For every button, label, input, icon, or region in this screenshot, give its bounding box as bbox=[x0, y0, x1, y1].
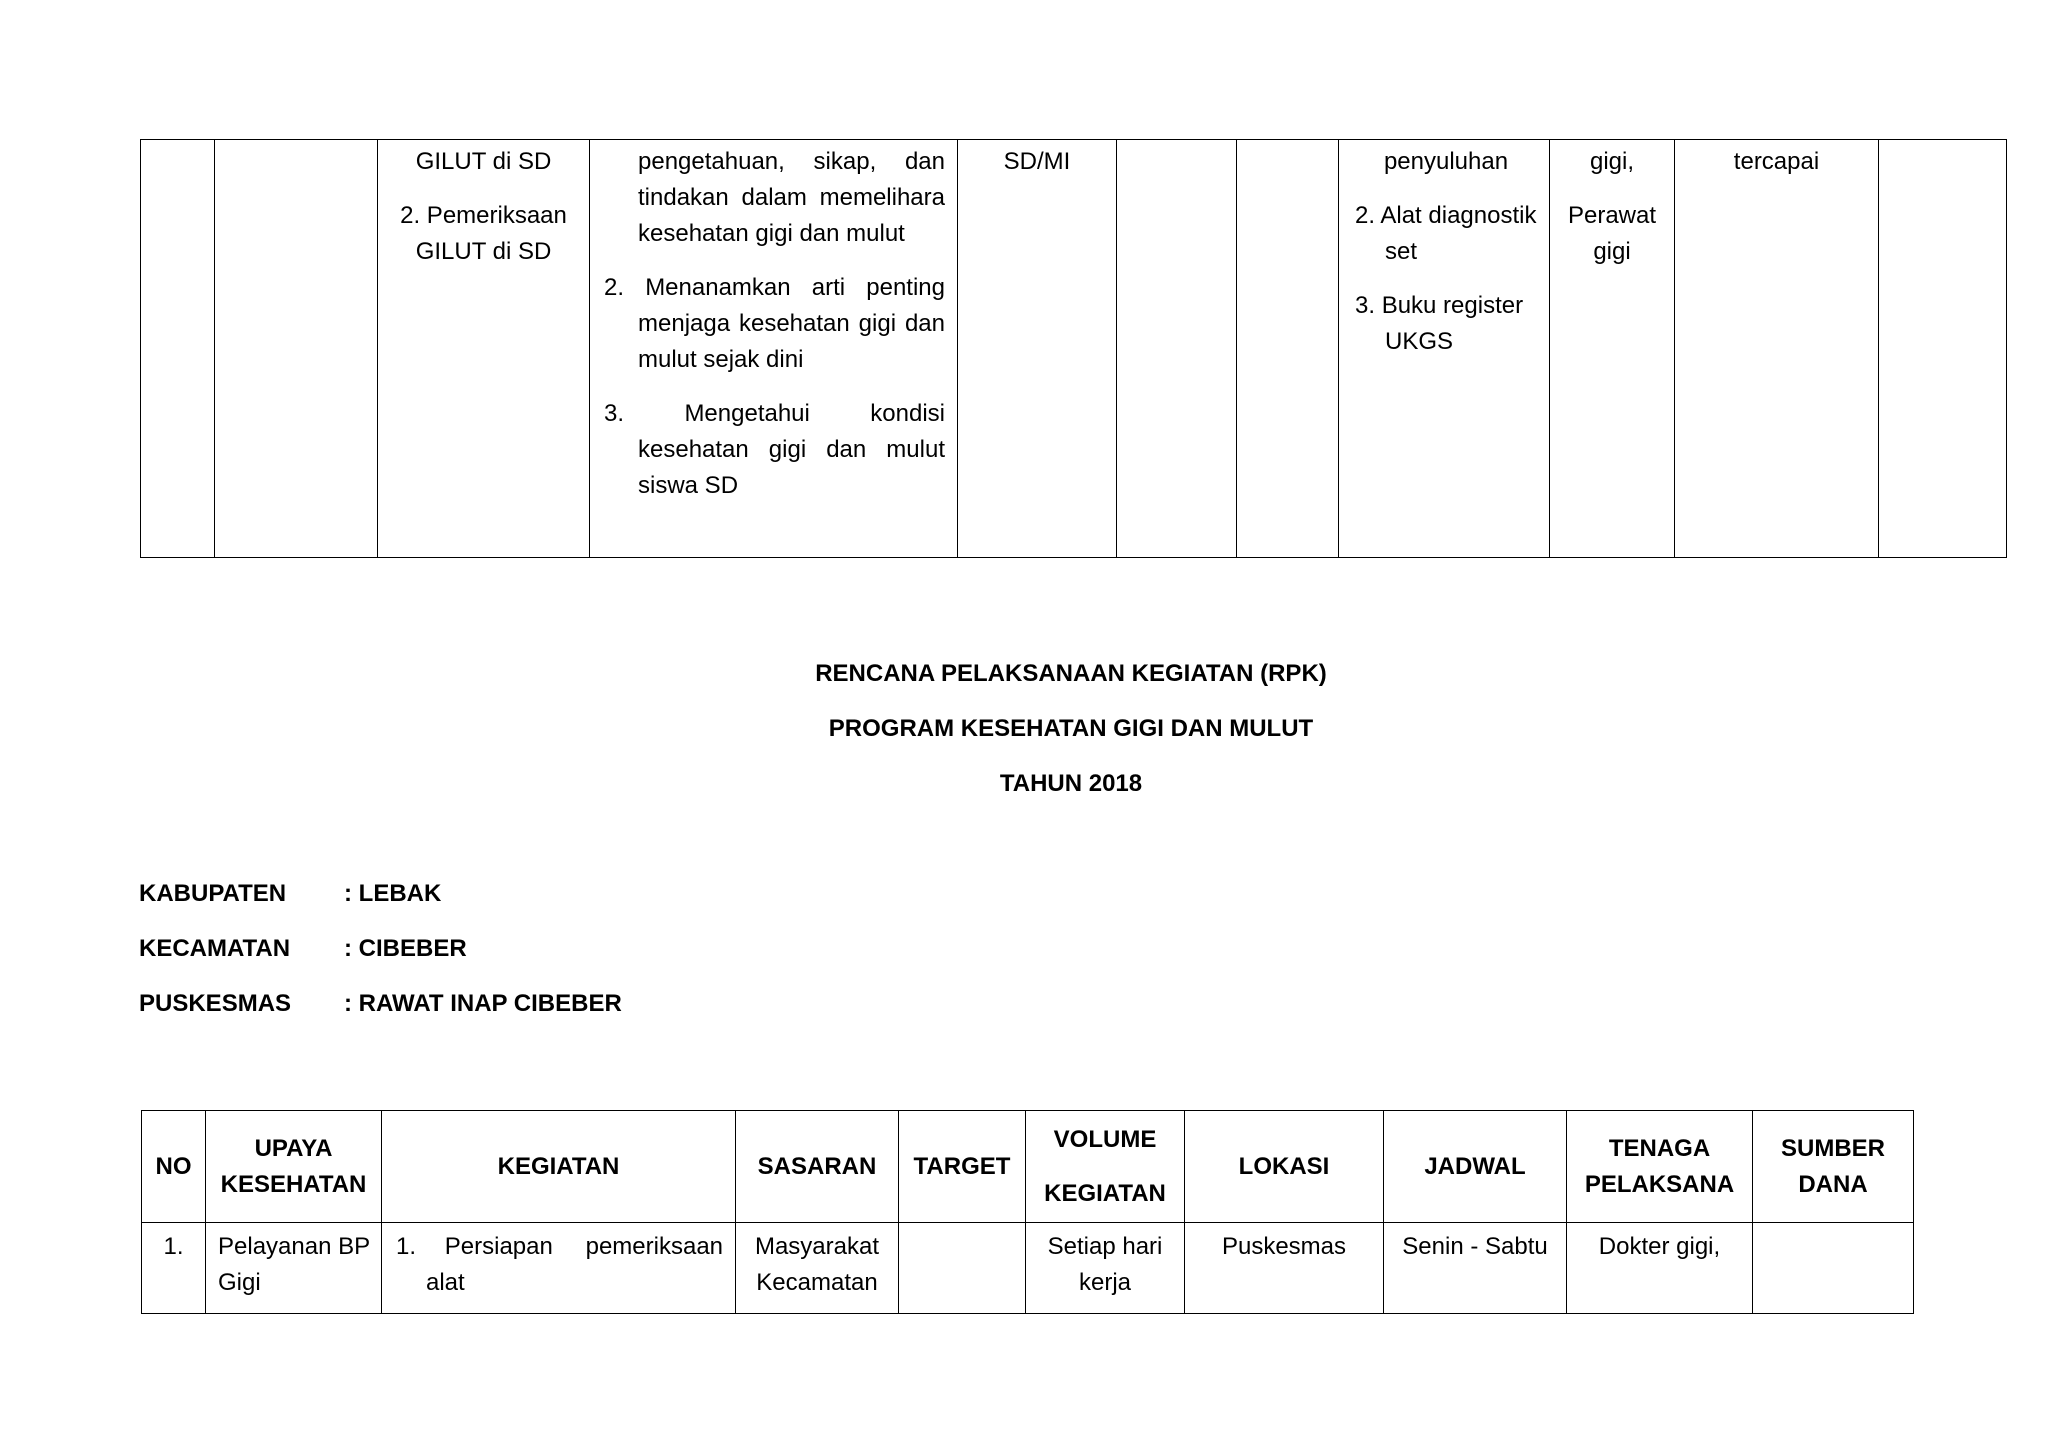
cell-keterangan bbox=[1879, 140, 2007, 558]
cell-sasaran: SD/MI bbox=[958, 140, 1117, 558]
sumber-daya-item: 2. Alat diagnostik set bbox=[1355, 202, 1537, 265]
header-upaya: UPAYA KESEHATAN bbox=[206, 1111, 382, 1223]
puskesmas-label: PUSKESMAS bbox=[139, 990, 292, 1017]
header-row bbox=[142, 1111, 1914, 1223]
kecamatan-label: KECAMATAN bbox=[139, 935, 291, 962]
kegiatan-line: GILUT di SD bbox=[415, 238, 552, 265]
row-jadwal: Senin - Sabtu bbox=[1384, 1223, 1567, 1314]
continuation-table bbox=[140, 139, 2007, 558]
cell-waktu bbox=[1237, 140, 1339, 558]
row-sasaran: Masyarakat Kecamatan bbox=[736, 1223, 899, 1314]
pelaksana-line: Perawat gigi bbox=[1567, 202, 1657, 265]
header-volume: VOLUME KEGIATAN bbox=[1026, 1111, 1185, 1223]
row-no: 1. bbox=[142, 1223, 206, 1314]
header-tenaga: TENAGA PELAKSANA bbox=[1567, 1111, 1753, 1223]
puskesmas-value: : RAWAT INAP CIBEBER bbox=[344, 990, 622, 1017]
tujuan-item: pengetahuan, sikap, dan tindakan dalam memelihara kesehatan gigi dan mulut bbox=[638, 148, 945, 247]
cell-no bbox=[141, 140, 215, 558]
pelaksana-line: gigi, bbox=[1589, 148, 1635, 175]
kabupaten-label: KABUPATEN bbox=[139, 880, 287, 907]
row-lokasi: Puskesmas bbox=[1185, 1223, 1384, 1314]
header-jadwal: JADWAL bbox=[1384, 1111, 1567, 1223]
header-sasaran: SASARAN bbox=[736, 1111, 899, 1223]
cell-target bbox=[1117, 140, 1237, 558]
cell-kegiatan bbox=[378, 140, 590, 558]
header-lokasi: LOKASI bbox=[1185, 1111, 1384, 1223]
kabupaten-value: : LEBAK bbox=[344, 880, 442, 907]
kecamatan-value: : CIBEBER bbox=[344, 935, 467, 962]
sumber-daya-item: 3. Buku register UKGS bbox=[1355, 292, 1524, 355]
meta-kecamatan bbox=[139, 935, 467, 963]
header-sumber: SUMBER DANA bbox=[1753, 1111, 1914, 1223]
table-row bbox=[142, 1223, 1914, 1314]
cell-upaya bbox=[215, 140, 378, 558]
kegiatan-line: GILUT di SD bbox=[415, 148, 552, 175]
rpk-table bbox=[141, 1110, 1914, 1314]
row-tenaga: Dokter gigi, bbox=[1567, 1223, 1753, 1314]
kegiatan-line: 2. Pemeriksaan bbox=[400, 202, 567, 229]
program-title: PROGRAM KESEHATAN GIGI DAN MULUT bbox=[828, 715, 1314, 742]
row-volume: Setiap hari kerja bbox=[1026, 1223, 1185, 1314]
meta-puskesmas bbox=[139, 990, 622, 1018]
header-target: TARGET bbox=[899, 1111, 1026, 1223]
header-kegiatan: KEGIATAN bbox=[382, 1111, 736, 1223]
row-kegiatan: 1. Persiapan pemeriksaan alat bbox=[382, 1223, 736, 1314]
row-target bbox=[899, 1223, 1026, 1314]
cell-pelaksana bbox=[1550, 140, 1675, 558]
row-sumber bbox=[1753, 1223, 1914, 1314]
cell-tujuan bbox=[590, 140, 958, 558]
header-no: NO bbox=[142, 1111, 206, 1223]
tujuan-item: 2. Menanamkan arti penting menjaga kesehatan gigi dan mulut sejak dini bbox=[604, 274, 945, 373]
sumber-daya-item: penyuluhan bbox=[1383, 148, 1509, 175]
cell-sumber-daya bbox=[1339, 140, 1550, 558]
row-upaya: Pelayanan BP Gigi bbox=[206, 1223, 382, 1314]
cell-indikator: tercapai bbox=[1675, 140, 1879, 558]
year-title: TAHUN 2018 bbox=[999, 770, 1143, 797]
document-title: RENCANA PELAKSANAAN KEGIATAN (RPK) bbox=[815, 660, 1327, 687]
tujuan-item: 3. Mengetahui kondisi kesehatan gigi dan mulut siswa SD bbox=[604, 400, 945, 499]
meta-kabupaten bbox=[139, 880, 441, 908]
